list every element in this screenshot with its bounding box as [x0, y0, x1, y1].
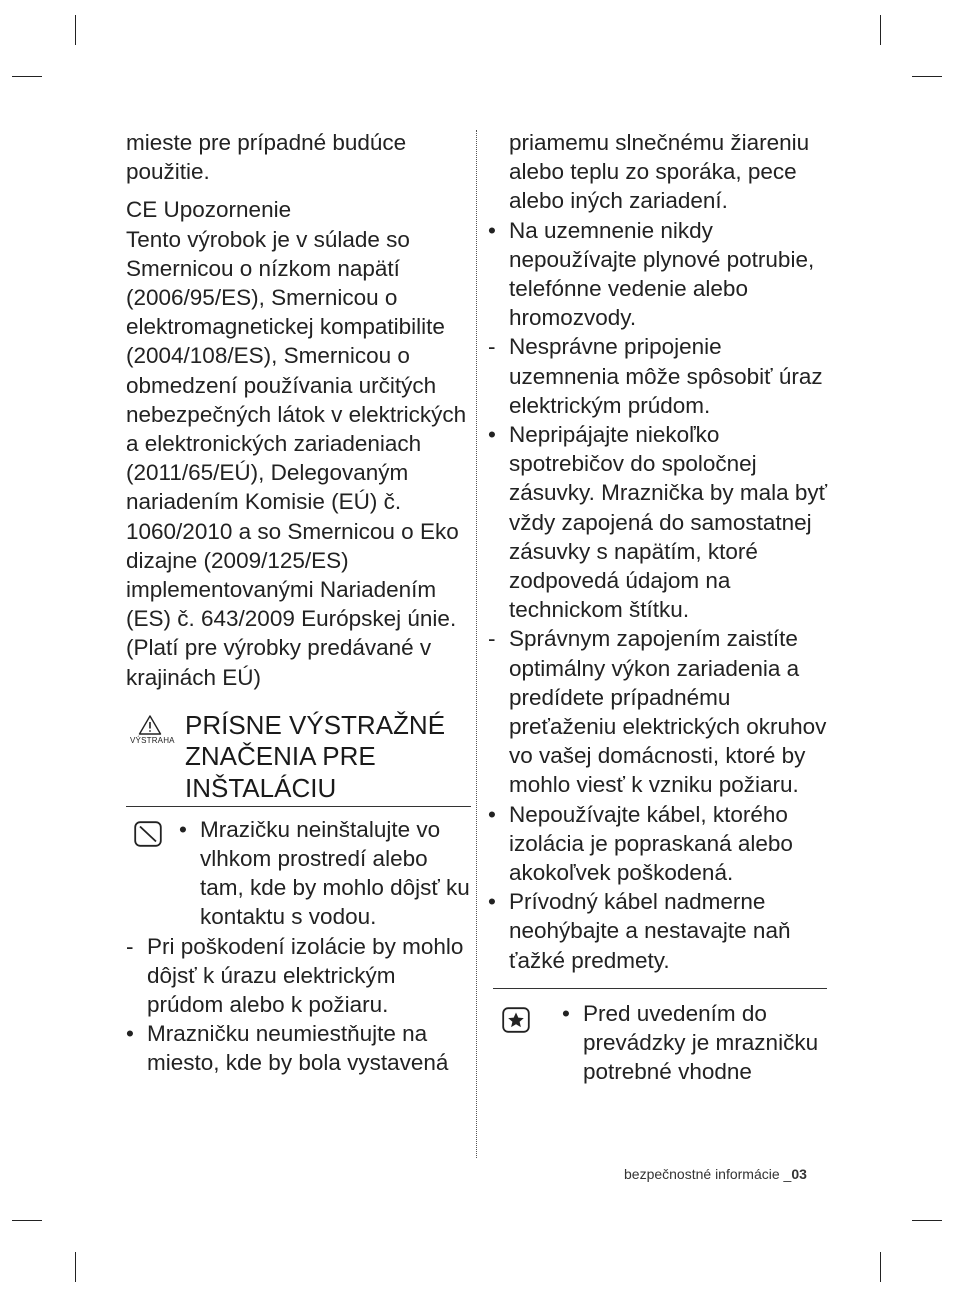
- bullet-marker: •: [488, 217, 496, 243]
- crop-mark: [912, 1220, 942, 1221]
- bullet-marker: •: [488, 889, 496, 915]
- warning-header: [126, 710, 471, 806]
- warning-title: PRÍSNE VÝSTRAŽNÉ ZNAČENIA PRE INŠTALÁCIU: [185, 709, 446, 803]
- star-note-icon: [502, 1007, 530, 1040]
- list-item: [488, 332, 833, 420]
- note-row: [488, 999, 833, 1087]
- crop-mark: [912, 76, 942, 77]
- warning-icon-label: VÝSTRAHA: [130, 735, 175, 745]
- list-item-text: Prívodný kábel nadmerne neohýbajte a nestavajte naň ťažké predmety.: [509, 889, 791, 973]
- bullet-marker: •: [488, 422, 496, 448]
- bullet-marker: •: [488, 801, 496, 827]
- list-item-text: Mrazničku neumiestňujte na miesto, kde by bola vystavená: [147, 1021, 449, 1076]
- right-column: [488, 128, 833, 1087]
- list-item-text: Mrazičku neinštalujte vo vlhkom prostredí alebo tam, kde by mohlo dôjsť ku kontaktu s vodou.: [200, 816, 470, 930]
- crop-mark: [75, 1252, 76, 1282]
- crop-mark: [12, 76, 42, 77]
- list-item: [562, 999, 833, 1087]
- list-item: [488, 624, 833, 799]
- list-item-text: Nepripájajte niekoľko spotrebičov do spoločnej zásuvky. Mraznička by mala byť vždy zapojená do samostatnej zásuvky s napätím, ktoré zodpovedá údajom na technickom štítku.: [509, 422, 828, 623]
- list-item-text: Nesprávne pripojenie uzemnenia môže spôsobiť úraz elektrickým prúdom.: [509, 334, 823, 418]
- list-item: [179, 815, 471, 932]
- intro-text: mieste pre prípadné budúce použitie.: [126, 130, 407, 185]
- list-item: [488, 216, 833, 333]
- list-item-text: Na uzemnenie nikdy nepoužívajte plynové potrubie, telefónne vedenie alebo hromozvody.: [509, 217, 815, 331]
- ce-text: Tento výrobok je v súlade so Smernicou o nízkom napätí (2006/95/ES), Smernicou o elektromagnetickej kompatibilite (2004/108/ES), Smernicou o obmedzení používania určitých nebezpečných látok v elektrických a elektronických zariadeniach (2011/65/EÚ), Delegovaným nariadením Komisie (EÚ) č. 1060/2010 a so Smernicou o Eko dizajne (2009/125/ES) implementovanými Nariadením (ES) č. 643/2009 Európskej únie. (Platí pre výrobky predávané v krajinách EÚ): [126, 226, 467, 690]
- crop-mark: [75, 15, 76, 45]
- list-item-text: Správnym zapojením zaistíte optimálny výkon zariadenia a predídete prípadnému preťaženiu elektrických okruhov vo vašej domácnosti, ktoré by mohlo viesť k vzniku požiaru.: [509, 626, 827, 798]
- crop-mark: [880, 15, 881, 45]
- prohibition-row: [126, 815, 471, 932]
- list-item-text: Pred uvedením do prevádzky je mrazničku potrebné vhodne: [583, 1000, 819, 1085]
- bullet-marker: •: [179, 816, 187, 842]
- column-divider: [476, 130, 477, 1158]
- dash-marker: -: [488, 334, 496, 360]
- crop-mark: [880, 1252, 881, 1282]
- dash-marker: -: [488, 626, 496, 652]
- section-rule: [493, 988, 827, 989]
- page-footer: [624, 1165, 807, 1183]
- list-item: [488, 420, 833, 624]
- page-number: 03: [791, 1166, 807, 1182]
- continuation-text: priamemu slnečnému žiareniu alebo teplu zo sporáka, pece alebo iných zariadení.: [509, 130, 810, 214]
- list-item-text: Nepoužívajte kábel, ktorého izolácia je popraskaná alebo akokoľvek poškodená.: [509, 801, 793, 886]
- bullet-marker: •: [126, 1021, 134, 1047]
- bullet-marker: •: [562, 1000, 570, 1026]
- dash-marker: -: [126, 933, 134, 959]
- footer-section: bezpečnostné informácie _: [624, 1166, 792, 1182]
- ce-heading: CE Upozornenie: [126, 197, 292, 223]
- list-item: [126, 1019, 471, 1077]
- left-column: [126, 128, 471, 1078]
- warning-triangle-icon: [130, 714, 175, 745]
- crop-mark: [12, 1220, 42, 1221]
- section-rule: [126, 806, 471, 807]
- list-item: [126, 932, 471, 1020]
- prohibition-icon: [134, 821, 162, 854]
- list-item: [488, 800, 833, 888]
- list-item-text: Pri poškodení izolácie by mohlo dôjsť k úrazu elektrickým prúdom alebo k požiaru.: [147, 933, 464, 1018]
- list-item: [488, 887, 833, 975]
